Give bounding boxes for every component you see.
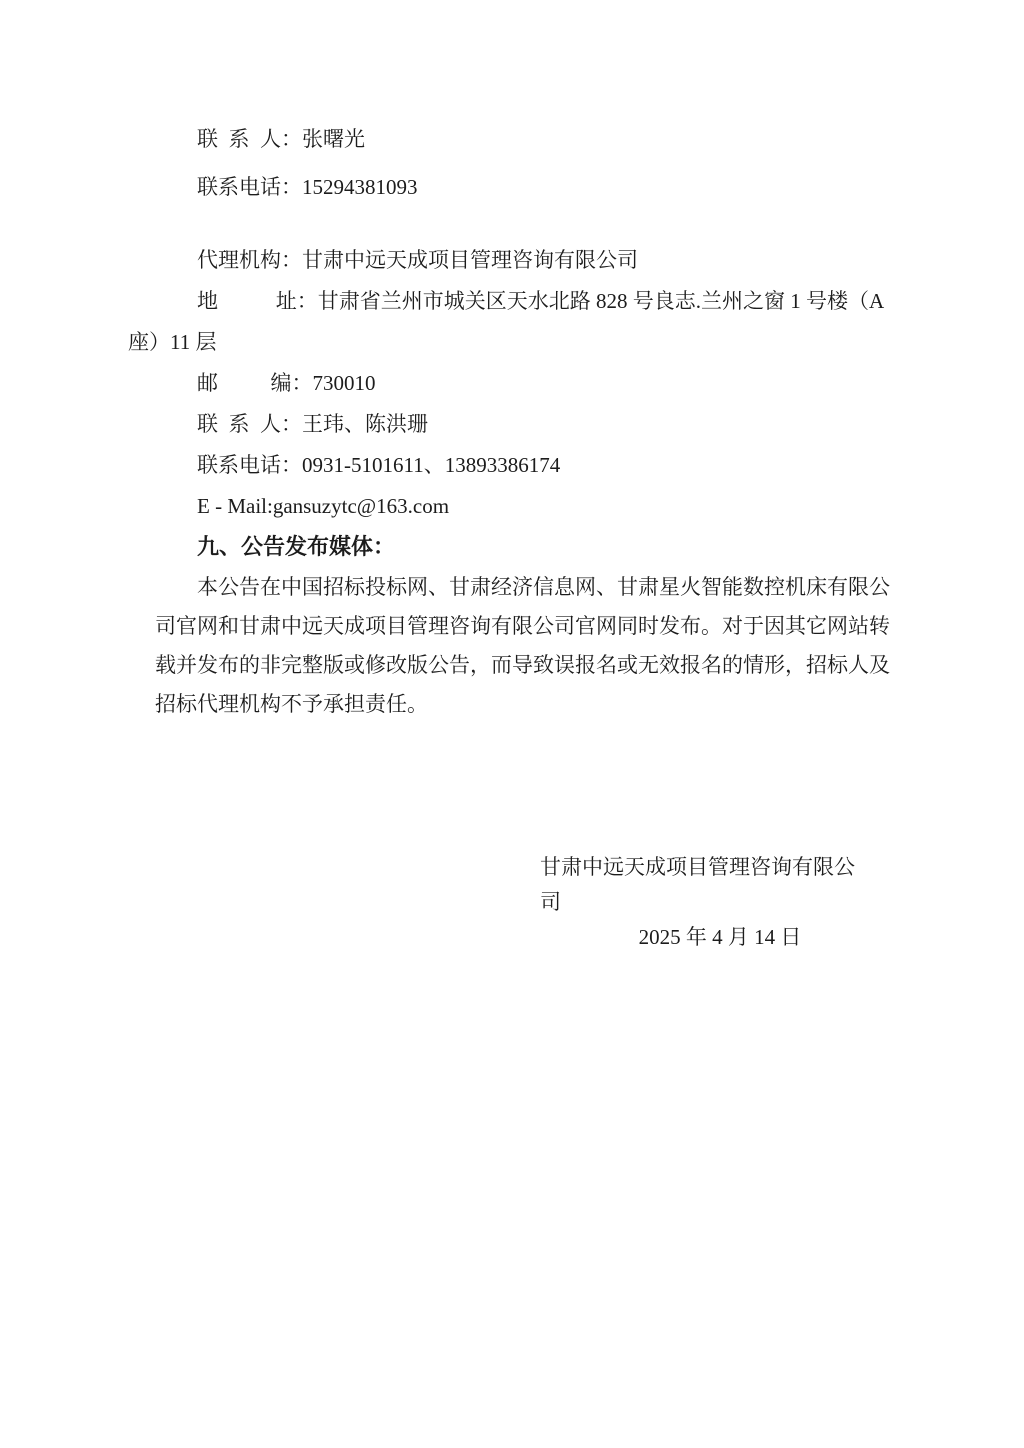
announcement-media-paragraph: 本公告在中国招标投标网、甘肃经济信息网、甘肃星火智能数控机床有限公司官网和甘肃中远天成项目管理咨询有限公司官网同时发布。对于因其它网站转载并发布的非完整版或修改版公告，而导致误报名或无效报名的情形，招标人及招标代理机构不予承担责任。 (155, 575, 890, 716)
agency-address-line: 地 址：甘肃省兰州市城关区天水北路 828 号良志.兰州之窗 1 号楼（A座）11 层 (128, 289, 885, 354)
agency-contact-person-line: 联 系 人：王玮、陈洪珊 (197, 412, 428, 436)
agency-contact-block (128, 240, 900, 527)
tenderer-contact-block (197, 115, 418, 211)
agency-phone-line: 联系电话：0931-5101611、13893386174 (197, 453, 561, 477)
signature-block (540, 850, 872, 955)
tenderer-contact-phone-line: 联系电话：15294381093 (197, 175, 418, 199)
signature-company: 甘肃中远天成项目管理咨询有限公司 (540, 855, 855, 914)
agency-postcode-line: 邮 编：730010 (197, 371, 376, 395)
tenderer-contact-person-line: 联 系 人：张曙光 (197, 127, 365, 151)
agency-name-line: 代理机构：甘肃中远天成项目管理咨询有限公司 (197, 248, 638, 272)
section-heading-media: 九、公告发布媒体： (197, 534, 396, 559)
signature-date: 2025 年 4 月 14 日 (638, 925, 802, 949)
agency-email-line: E - Mail:gansuzytc@163.com (197, 494, 450, 518)
